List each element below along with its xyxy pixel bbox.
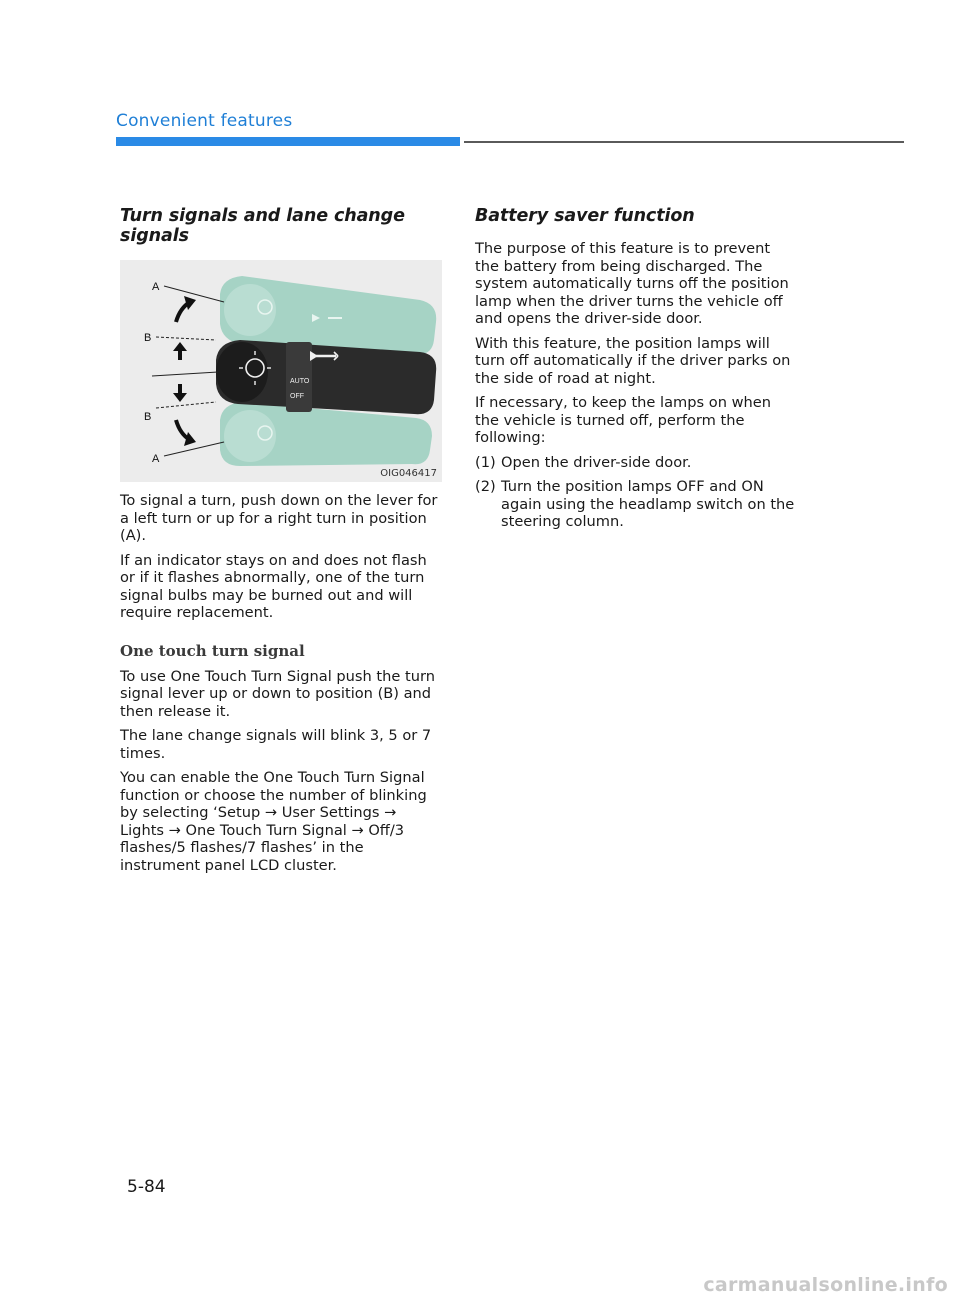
- turn-signals-heading: Turn signals and lane change signals: [120, 206, 405, 246]
- paragraph: To signal a turn, push down on the lever for a left turn or up for a right turn in position (A).: [120, 492, 438, 544]
- header-rule-accent: [116, 137, 460, 146]
- section-title: Convenient features: [116, 111, 293, 131]
- position-label-a-top: A: [152, 281, 160, 293]
- one-touch-subheading: One touch turn signal: [120, 641, 305, 660]
- paragraph: With this feature, the position lamps will turn off automatically if the driver parks on the side of road at night.: [475, 334, 791, 387]
- paragraph: If necessary, to keep the lamps on when the vehicle is turned off, perform the following:: [475, 394, 771, 446]
- paragraph: The lane change signals will blink 3, 5 or 7 times.: [120, 727, 432, 762]
- step-text: Turn the position lamps OFF and ON again using the headlamp switch on the steering column.: [501, 478, 795, 530]
- auto-position-label: AUTO: [290, 378, 310, 385]
- arrow-down-curved-icon: [176, 420, 196, 446]
- paragraph: To use One Touch Turn Signal push the turn signal lever up or down to position (B) and then release it.: [120, 667, 435, 720]
- battery-saver-heading: Battery saver function: [475, 206, 695, 226]
- list-item: [475, 478, 795, 531]
- paragraph: If an indicator stays on and does not flash or if it flashes abnormally, one of the turn signal bulbs may be burned out and will require replacement.: [120, 551, 427, 621]
- position-label-a-bottom: A: [152, 453, 160, 465]
- off-position-label: OFF: [290, 393, 304, 400]
- turn-signal-lever-illustration: [120, 260, 442, 482]
- lever-diagram: [120, 260, 442, 482]
- arrow-up-curved-icon: [176, 296, 196, 322]
- arrow-up-icon: [173, 342, 187, 360]
- right-column: [475, 206, 795, 538]
- step-text: Open the driver-side door.: [501, 453, 692, 471]
- left-column: [120, 206, 442, 881]
- list-item: [475, 454, 795, 472]
- paragraph: The purpose of this feature is to prevent the battery from being discharged. The system automatically turns off the position lamp when the driver turns the vehicle off and opens the driver-side door.: [475, 240, 789, 327]
- page-number: 5-84: [127, 1177, 166, 1197]
- position-label-b-bottom: B: [144, 411, 152, 423]
- paragraph: You can enable the One Touch Turn Signal function or choose the number of blinking by selecting ‘Setup → User Settings → Lights → One Touch Turn Signal → Off/3 flashes/5 flashes/7 flashes’ in the instrument panel LCD cluster.: [120, 769, 427, 874]
- arrow-down-icon: [173, 384, 187, 402]
- step-number: (1): [475, 453, 496, 471]
- header-rule: [464, 141, 904, 143]
- step-number: (2): [475, 478, 496, 495]
- watermark: carmanualsonline.info: [703, 1274, 948, 1296]
- lever-main: [216, 340, 436, 414]
- figure-code: OIG046417: [380, 468, 437, 479]
- position-label-b-top: B: [144, 332, 152, 344]
